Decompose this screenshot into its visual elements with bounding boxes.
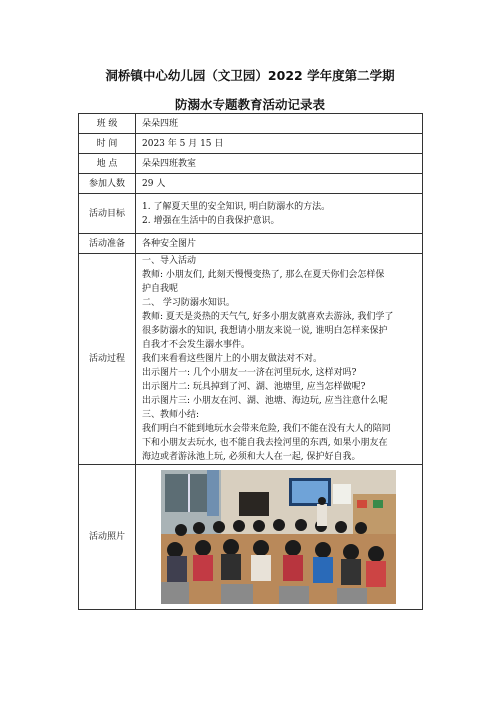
process-line: 自我才不会发生溺水事件。	[142, 340, 251, 350]
process-line: 海边或者游泳池上玩, 必须和大人在一起, 保护好自我。	[142, 452, 361, 462]
process-line: 我们来看看这些图片上的小朋友做法对不对。	[142, 354, 323, 364]
value-count: 29 人	[136, 174, 423, 194]
process-line: 教师: 夏天是炎热的天气气, 好多小朋友就喜欢去游泳, 我们学了	[142, 312, 394, 322]
row-class	[79, 114, 423, 134]
row-prep	[79, 234, 423, 254]
goal-line: 1. 了解夏天里的安全知识, 明白防溺水的方法。	[142, 201, 331, 212]
document-title: 洞桥镇中心幼儿园（文卫园）2022 学年度第二学期	[105, 68, 395, 83]
process-line: 一、导入活动	[142, 256, 197, 266]
row-count	[79, 174, 423, 194]
label-class: 班 级	[79, 114, 136, 134]
goal-line: 2. 增强在生活中的自我保护意识。	[142, 215, 280, 226]
value-class: 朵朵四班	[136, 114, 423, 134]
classroom-photo-illustration	[161, 470, 396, 604]
label-goals: 活动目标	[79, 194, 136, 234]
label-place: 地 点	[79, 154, 136, 174]
process-line: 出示图片三: 小朋友在河、湖、池塘、海边玩, 应当注意什么呢	[142, 396, 388, 406]
value-goals	[136, 194, 423, 234]
label-prep: 活动准备	[79, 234, 136, 254]
label-count: 参加人数	[79, 174, 136, 194]
process-line: 三、教师小结:	[142, 410, 200, 420]
process-line: 教师: 小朋友们, 此刻天慢慢变热了, 那么在夏天你们会怎样保	[142, 270, 385, 280]
activity-photo	[161, 470, 396, 604]
label-process: 活动过程	[79, 254, 136, 465]
process-line: 我们明白不能到地玩水会带来危险, 我们不能在没有大人的陪同	[142, 424, 391, 434]
value-process	[136, 254, 423, 465]
label-photo: 活动照片	[79, 465, 136, 610]
process-line: 护自我呢	[142, 284, 179, 294]
row-photo	[79, 465, 423, 610]
process-line: 下和小朋友去玩水, 也不能自我去捡河里的东西, 如果小朋友在	[142, 438, 388, 448]
row-process	[79, 254, 423, 465]
record-table	[78, 113, 423, 610]
document-subtitle: 防溺水专题教育活动记录表	[174, 97, 325, 112]
process-line: 二、 学习防溺水知识。	[142, 298, 235, 308]
value-time: 2023 年 5 月 15 日	[136, 134, 423, 154]
label-time: 时 间	[79, 134, 136, 154]
process-line: 出示图片二: 玩具掉到了河、湖、池塘里, 应当怎样做呢?	[142, 382, 366, 392]
process-line: 出示图片一: 几个小朋友一一济在河里玩水, 这样对吗?	[142, 368, 357, 378]
process-line: 很多防溺水的知识, 我想请小朋友来说一说, 谁明白怎样来保护	[142, 326, 388, 336]
value-prep: 各种安全图片	[136, 234, 423, 254]
value-place: 朵朵四班教室	[136, 154, 423, 174]
value-photo	[136, 465, 423, 610]
row-place	[79, 154, 423, 174]
row-goals	[79, 194, 423, 234]
row-time	[79, 134, 423, 154]
